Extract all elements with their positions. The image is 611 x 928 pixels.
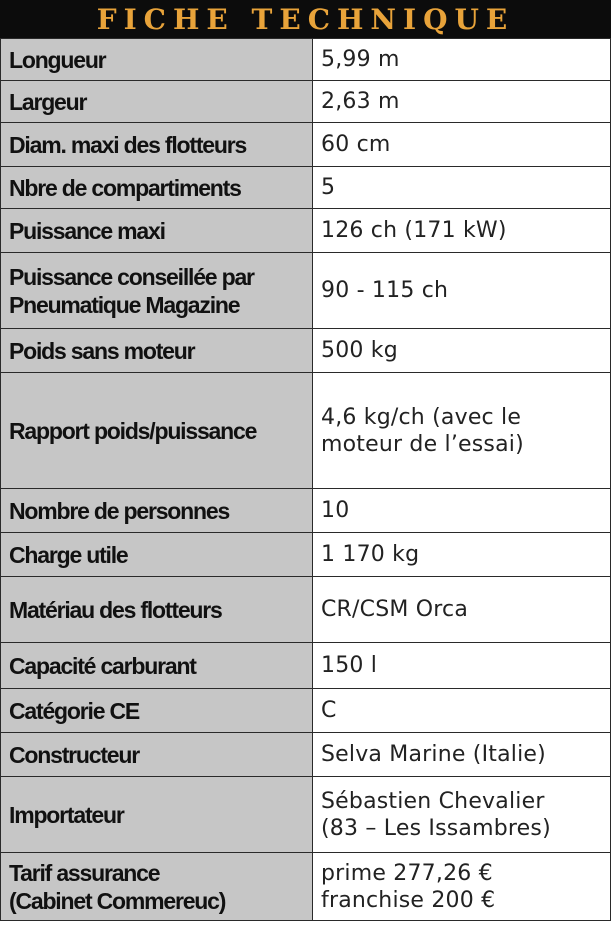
spec-label-line: Matériau des flotteurs (9, 596, 222, 623)
spec-label-line: Catégorie CE (9, 697, 140, 724)
spec-label (1, 167, 313, 209)
spec-value (313, 209, 611, 253)
spec-row (1, 167, 611, 209)
spec-label-line: Puissance conseillée par (9, 263, 254, 290)
spec-value-line: 500 kg (321, 338, 398, 363)
spec-label-line: Nombre de personnes (9, 497, 230, 524)
spec-value-line: Sébastien Chevalier (321, 788, 545, 814)
spec-row (1, 209, 611, 253)
spec-label-line: Nbre de compartiments (9, 174, 241, 201)
spec-label (1, 123, 313, 167)
spec-value (313, 689, 611, 733)
spec-value (313, 777, 611, 853)
spec-table (0, 38, 611, 921)
spec-label (1, 733, 313, 777)
spec-value (313, 533, 611, 577)
spec-label (1, 643, 313, 689)
spec-label (1, 533, 313, 577)
spec-row (1, 533, 611, 577)
spec-label-line: Importateur (9, 801, 124, 828)
spec-value (313, 39, 611, 81)
spec-label-line: Pneumatique Magazine (9, 291, 240, 318)
spec-row (1, 489, 611, 533)
spec-value (313, 733, 611, 777)
sheet-title: FICHE TECHNIQUE (0, 0, 611, 38)
spec-row (1, 81, 611, 123)
spec-value-line: 126 ch (171 kW) (321, 218, 507, 243)
spec-value-line: Selva Marine (Italie) (321, 742, 546, 767)
spec-label-line: Puissance maxi (9, 217, 165, 244)
spec-value (313, 489, 611, 533)
spec-table-body (1, 39, 611, 921)
spec-label (1, 329, 313, 373)
spec-value (313, 81, 611, 123)
spec-row (1, 123, 611, 167)
spec-value-line: franchise 200 € (321, 887, 496, 913)
spec-value (313, 167, 611, 209)
spec-value-line: 2,63 m (321, 89, 400, 114)
spec-row (1, 853, 611, 921)
spec-label (1, 689, 313, 733)
spec-value-line: 1 170 kg (321, 542, 420, 567)
spec-value (313, 329, 611, 373)
spec-value (313, 253, 611, 329)
spec-label (1, 209, 313, 253)
spec-value-line: 5,99 m (321, 47, 400, 72)
spec-label-line: Diam. maxi des flotteurs (9, 131, 247, 158)
spec-row (1, 643, 611, 689)
spec-row (1, 39, 611, 81)
spec-label-line: Tarif assurance (9, 859, 160, 886)
spec-label (1, 81, 313, 123)
spec-value-line: C (321, 698, 337, 723)
spec-label (1, 577, 313, 643)
spec-label (1, 253, 313, 329)
spec-value (313, 577, 611, 643)
spec-value-line: 5 (321, 175, 336, 200)
spec-value (313, 373, 611, 489)
spec-value-line: prime 277,26 € (321, 860, 493, 886)
spec-label-line: Largeur (9, 88, 87, 115)
spec-label-line: Rapport poids/puissance (9, 417, 257, 444)
spec-row (1, 373, 611, 489)
spec-label (1, 853, 313, 921)
spec-label-line: Charge utile (9, 541, 128, 568)
spec-value-line: (83 – Les Issambres) (321, 815, 551, 841)
spec-value-line: moteur de l’essai) (321, 431, 524, 457)
spec-label (1, 777, 313, 853)
spec-value-line: CR/CSM Orca (321, 597, 469, 622)
spec-value-line: 4,6 kg/ch (avec le (321, 404, 522, 430)
spec-row (1, 733, 611, 777)
spec-label-line: Capacité carburant (9, 652, 196, 679)
spec-value (313, 643, 611, 689)
spec-label-line: (Cabinet Commereuc) (9, 887, 226, 914)
spec-label-line: Constructeur (9, 741, 140, 768)
spec-label (1, 489, 313, 533)
spec-row (1, 577, 611, 643)
spec-label (1, 373, 313, 489)
spec-value-line: 90 - 115 ch (321, 278, 449, 303)
spec-value (313, 853, 611, 921)
spec-label-line: Longueur (9, 46, 106, 73)
spec-value-line: 60 cm (321, 132, 391, 157)
spec-row (1, 253, 611, 329)
spec-value-line: 150 l (321, 653, 378, 678)
spec-label (1, 39, 313, 81)
spec-row (1, 329, 611, 373)
spec-row (1, 689, 611, 733)
spec-value (313, 123, 611, 167)
spec-row (1, 777, 611, 853)
spec-label-line: Poids sans moteur (9, 337, 195, 364)
spec-value-line: 10 (321, 498, 350, 523)
